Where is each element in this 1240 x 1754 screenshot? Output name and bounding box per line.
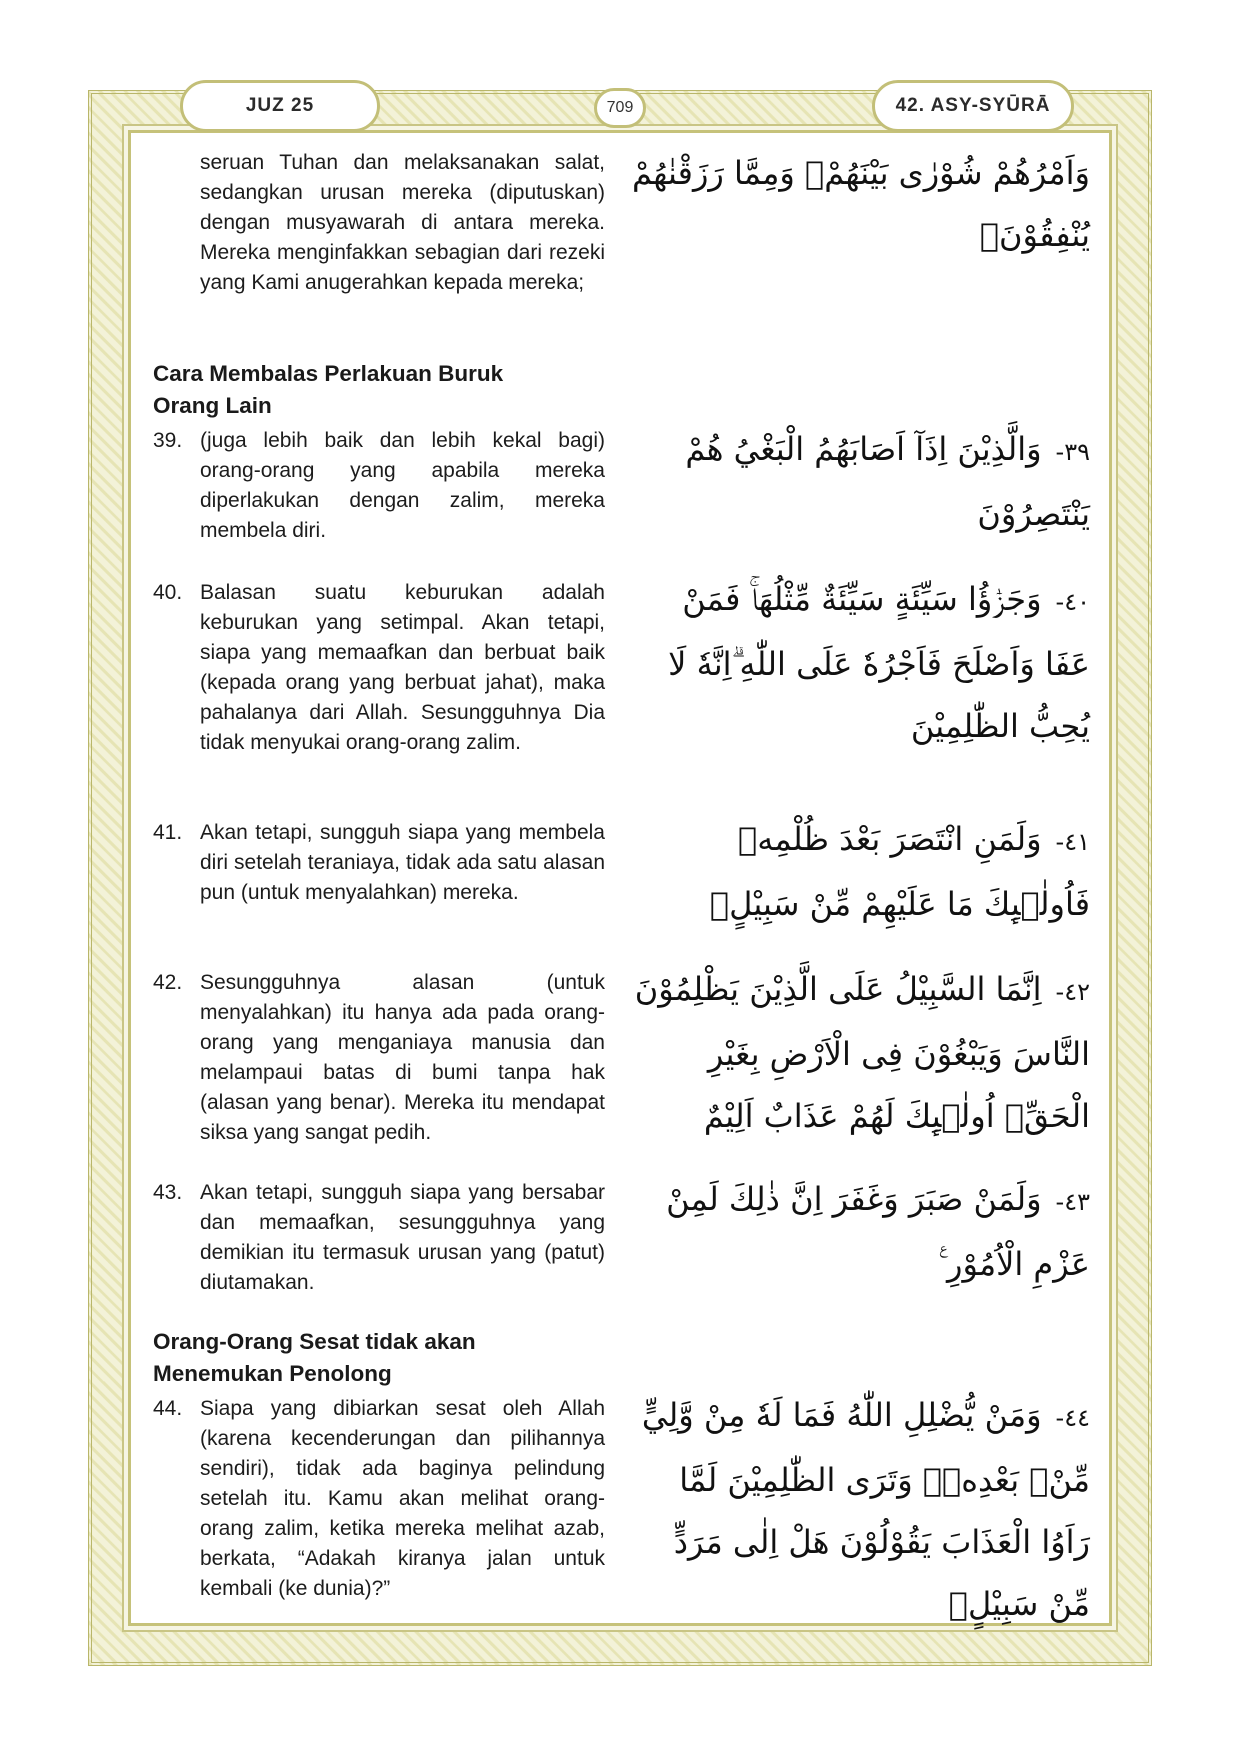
verse-39-translation: 39. (juga lebih baik dan lebih kekal bagi) orang-orang yang apabila mereka diperlakukan dengan zalim, mereka membela diri. [153,429,605,542]
section-heading: Cara Membalas Perlakuan Buruk Orang Lain [153,361,504,418]
page-content [150,148,1090,1623]
surah-label: 42. ASY-SYŪRĀ [872,80,1074,132]
verse-44-translation: 44. Siapa yang dibiarkan sesat oleh Allah (karena kecenderungan dan pilihannya sendiri), tidak ada baginya pelindung setelah itu. Kamu akan melihat orang-orang zalim, ketika mereka melihat azab, berkata, “Adakah kiranya jalan untuk kembali (ke dunia)?” [153,1397,605,1600]
section-heading: Orang-Orang Sesat tidak akan Menemukan Penolong [153,1329,476,1386]
verse-39-arabic: ٣٩-وَالَّذِيْنَ اِذَآ اَصَابَهُمُ الْبَغْيُ هُمْ يَنْتَصِرُوْنَ [685,430,1090,533]
verse-42-translation: 42. Sesungguhnya alasan (untuk menyalahkan) itu hanya ada pada orang-orang yang menganiaya manusia dan melampaui batas di bumi tanpa hak (alasan yang benar). Mereka itu mendapat siksa yang sangat pedih. [153,971,605,1144]
verse-42-arabic: ٤٢-اِنَّمَا السَّبِيْلُ عَلَى الَّذِيْنَ يَظْلِمُوْنَ النَّاسَ وَيَبْغُوْنَ فِى الْاَرْضِ بِغَيْرِ الْحَقِّۗ اُولٰۤىِٕكَ لَهُمْ عَذَابٌ اَلِيْمٌ [634,970,1090,1135]
verse-43-arabic: ٤٣-وَلَمَنْ صَبَرَ وَغَفَرَ اِنَّ ذٰلِكَ لَمِنْ عَزْمِ الْاُمُوْرِ ࣖ [666,1180,1090,1283]
verse-40-arabic: ٤٠-وَجَزٰۤؤُا سَيِّئَةٍ سَيِّئَةٌ مِّثْلُهَاۚ فَمَنْ عَفَا وَاَصْلَحَ فَاَجْرُهٗ عَلَى اللّٰهِ ۗاِنَّهٗ لَا يُحِبُّ الظّٰلِمِيْنَ [668,580,1090,745]
verse-38-arabic: وَاَمْرُهُمْ شُوْرٰى بَيْنَهُمْۖ وَمِمَّا رَزَقْنٰهُمْ يُنْفِقُوْنَۚ [631,154,1090,254]
verse-41-arabic: ٤١-وَلَمَنِ انْتَصَرَ بَعْدَ ظُلْمِهٖ فَاُولٰۤىِٕكَ مَا عَلَيْهِمْ مِّنْ سَبِيْلٍۗ [709,820,1090,923]
verse-38-translation: seruan Tuhan dan melaksanakan salat, sedangkan urusan mereka (diputuskan) dengan musyawarah di antara mereka. Mereka menginfakkan sebagian dari rezeki yang Kami anugerahkan kepada mereka; [200,151,605,294]
verse-40-translation: 40. Balasan suatu keburukan adalah keburukan yang setimpal. Akan tetapi, siapa yang memaafkan dan berbuat baik (kepada orang yang berbuat jahat), maka pahalanya dari Allah. Sesungguhnya Dia tidak menyukai orang-orang zalim. [153,581,605,754]
verse-43-translation: 43. Akan tetapi, sungguh siapa yang bersabar dan memaafkan, sesungguhnya yang demikian itu termasuk urusan yang (patut) diutamakan. [153,1181,605,1294]
juz-label: JUZ 25 [180,80,380,132]
verse-44-arabic: ٤٤-وَمَنْ يُّضْلِلِ اللّٰهُ فَمَا لَهٗ مِنْ وَّلِيٍّ مِّنْۢ بَعْدِهٖۗ وَتَرَى الظّٰلِمِيْنَ لَمَّا رَاَوُا الْعَذَابَ يَقُوْلُوْنَ هَلْ اِلٰى مَرَدٍّ مِّنْ سَبِيْلٍۚ [641,1396,1090,1623]
verse-41-translation: 41. Akan tetapi, sungguh siapa yang membela diri setelah teraniaya, tidak ada satu alasan pun (untuk menyalahkan) mereka. [153,821,605,904]
page-number: 709 [594,88,646,128]
